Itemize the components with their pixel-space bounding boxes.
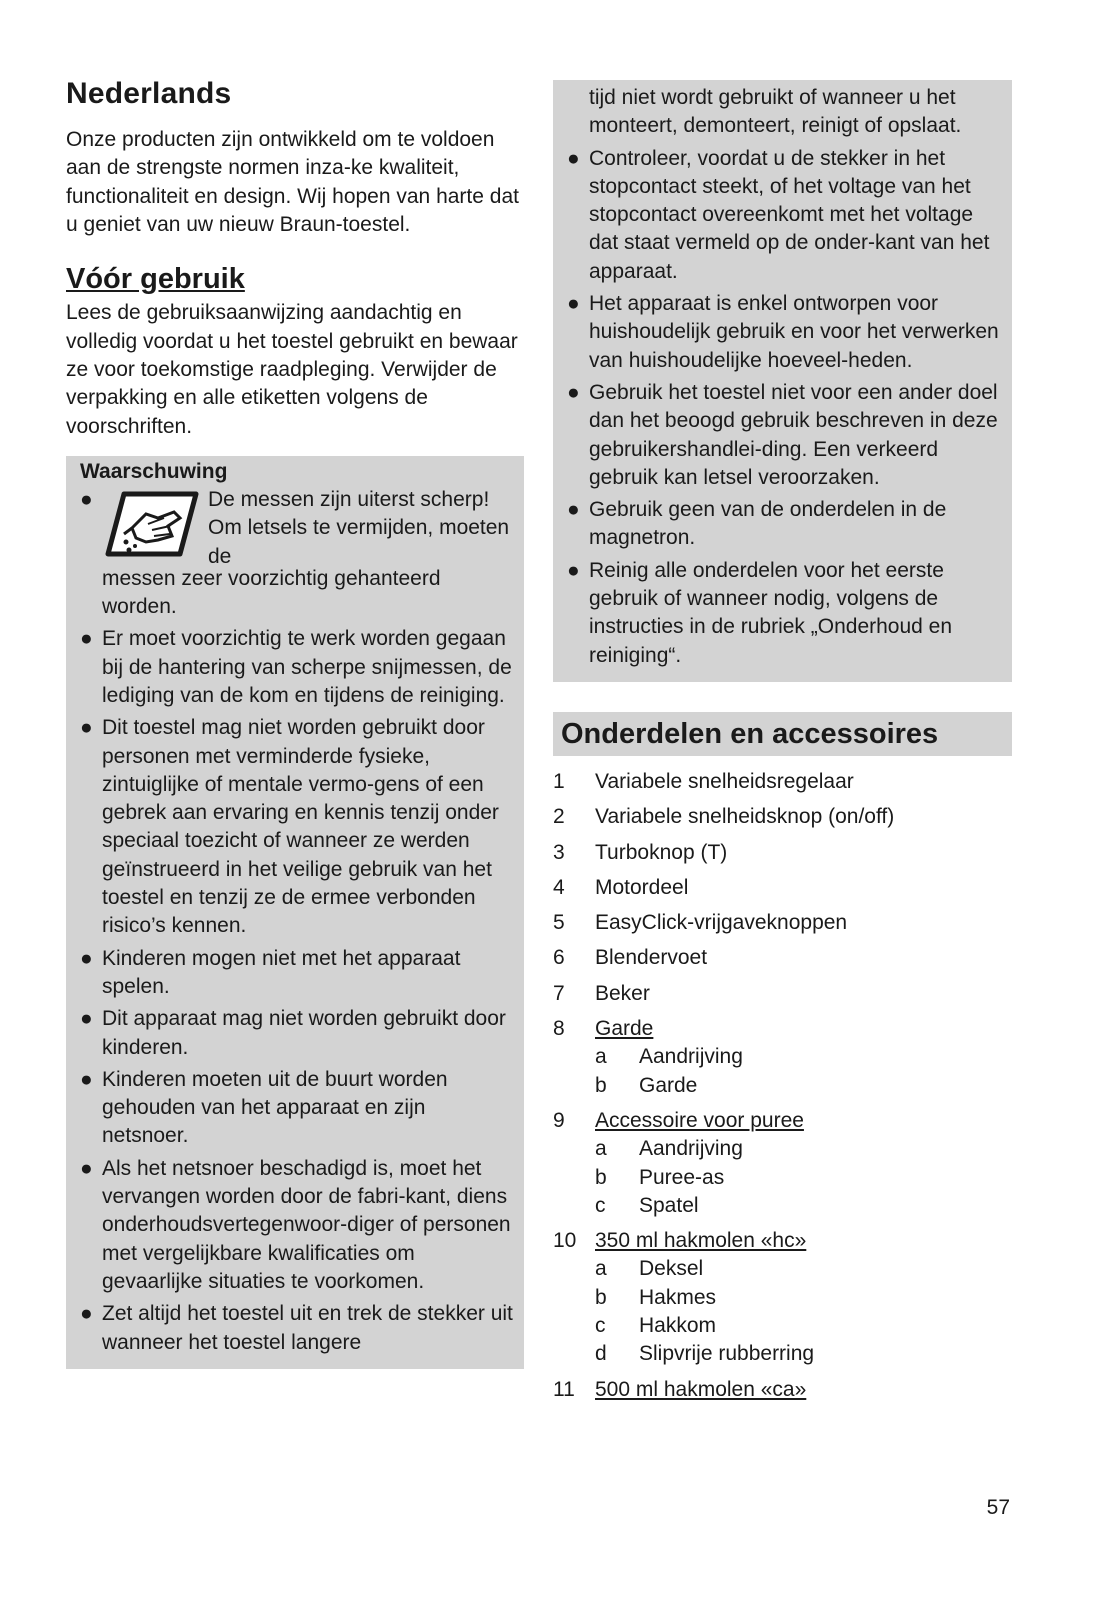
bullet: ●	[80, 716, 93, 740]
warning-box	[66, 456, 524, 1369]
parts-heading-bar	[553, 712, 1012, 756]
warning-item	[80, 1155, 514, 1296]
part-group	[553, 1107, 1012, 1220]
bullet: ●	[80, 1156, 93, 1180]
subpart-label: Hakkom	[639, 1313, 717, 1337]
warning-item	[80, 945, 514, 1002]
part-item	[553, 839, 1012, 867]
warning-item-blades-text-rest: messen zeer voorzichtig gehanteerd worden.	[102, 566, 441, 619]
warning-item-text: Gebruik het toestel niet voor een ander doel dan het beoogd gebruik beschreven in deze gebruikershandlei-ding. Een verkeerd gebruik kan letsel veroorzaken.	[589, 380, 998, 489]
warning-item-text: Dit toestel mag niet worden gebruikt door personen met verminderde fysieke, zintuiglijke of mentale vermo-gens of een gebrek aan ervaring en kennis tenzij onder speciaal toezicht of wanneer ze werden geïnstrueerd in het veilige gebruik van het toestel en tenzij ze de ermee verbonden risico’s kennen.	[102, 716, 499, 938]
subpart-label: Slipvrije rubberring	[639, 1342, 815, 1366]
part-label: Variabele snelheidsknop (on/off)	[595, 805, 895, 829]
bullet: ●	[80, 627, 93, 651]
part-item	[553, 768, 1012, 796]
warning-item-blades-text: De messen zijn uiterst scherp! Om letsels te vermijden, moeten de	[208, 487, 510, 568]
warning-item	[567, 496, 1002, 553]
part-item	[553, 944, 1012, 972]
bullet: ●	[567, 292, 580, 316]
part-label: Variabele snelheidsregelaar	[595, 769, 854, 793]
part-label: Blendervoet	[595, 946, 708, 970]
part-number: 6	[553, 946, 565, 970]
part-label: Garde	[595, 1017, 654, 1041]
before-use-heading: Vóór gebruik	[66, 263, 245, 296]
subpart-item	[553, 1284, 1012, 1312]
warning-item-text: Als het netsnoer beschadigd is, moet het vervangen worden door de fabri-kant, diens onderhoudsvertegenwoor-diger of personen met vergelijkbare kwalificaties om gevaarlijke situaties te voorkomen.	[102, 1156, 511, 1293]
warning-item-text: Controleer, voordat u de stekker in het stopcontact steekt, of het voltage van het stopcontact overeenkomt met het voltage dat staat vermeld op de onder-kant van het apparaat.	[589, 146, 990, 283]
bullet: ●	[80, 1067, 93, 1091]
subpart-letter: a	[595, 1045, 607, 1069]
subpart-letter: b	[595, 1165, 607, 1189]
warning-item-text: Kinderen moeten uit de buurt worden gehouden van het apparaat en zijn netsnoer.	[102, 1067, 448, 1148]
warning-list-continued	[567, 145, 1002, 670]
warning-item	[80, 1005, 514, 1062]
part-number: 9	[553, 1108, 565, 1132]
subpart-letter: a	[595, 1137, 607, 1161]
warning-item-text: Reinig alle onderdelen voor het eerste gebruik of wanneer nodig, volgens de instructies in de rubriek „Onderhoud en reiniging“.	[589, 558, 953, 667]
subpart-item	[553, 1192, 1012, 1220]
bullet: ●	[567, 380, 580, 404]
subpart-label: Spatel	[639, 1193, 699, 1217]
part-item	[553, 980, 1012, 1008]
warning-item-text: Kinderen mogen niet met het apparaat spelen.	[102, 946, 461, 998]
bullet: ●	[567, 498, 580, 522]
part-number: 4	[553, 875, 565, 899]
warning-item	[567, 379, 1002, 492]
part-number: 7	[553, 981, 565, 1005]
part-number: 10	[553, 1229, 577, 1253]
warning-item	[80, 1066, 514, 1151]
parts-heading: Onderdelen en accessoires	[561, 717, 939, 750]
part-number: 11	[553, 1377, 575, 1401]
subpart-item	[553, 1312, 1012, 1340]
part-number: 2	[553, 805, 565, 829]
subpart-label: Garde	[639, 1073, 698, 1097]
bullet: ●	[80, 1302, 93, 1326]
right-column	[553, 80, 1012, 1411]
part-item	[553, 1015, 1012, 1043]
warning-item-blades	[80, 486, 514, 621]
warning-item	[567, 557, 1002, 670]
subpart-item	[553, 1164, 1012, 1192]
part-group	[553, 1015, 1012, 1100]
part-label: Turboknop (T)	[595, 840, 728, 864]
subpart-label: Aandrijving	[639, 1045, 743, 1069]
part-item	[553, 1376, 1012, 1404]
subpart-letter: c	[595, 1193, 606, 1217]
part-number: 5	[553, 911, 565, 935]
subpart-item	[553, 1135, 1012, 1163]
sharp-blade-warning-icon	[102, 488, 202, 570]
subpart-label: Deksel	[639, 1257, 704, 1281]
part-number: 1	[553, 769, 565, 793]
warning-continuation: tijd niet wordt gebruikt of wanneer u het monteert, demonteert, reinigt of opslaat.	[589, 86, 962, 138]
warning-item-text: Het apparaat is enkel ontworpen voor huishoudelijk gebruik en voor het verwerken van huishoudelijke hoeveel-heden.	[589, 292, 999, 372]
bullet: ●	[567, 146, 580, 170]
part-label: Motordeel	[595, 875, 689, 899]
part-label: 500 ml hakmolen «ca»	[595, 1377, 807, 1401]
part-number: 3	[553, 840, 565, 864]
part-number: 8	[553, 1017, 565, 1041]
warning-item-text: Er moet voorzichtig te werk worden gegaan bij de hantering van scherpe snijmessen, de lediging van de kom en tijdens de reiniging.	[102, 627, 512, 707]
language-heading: Nederlands	[66, 77, 232, 110]
subpart-label: Hakmes	[639, 1285, 717, 1309]
warning-box-continued	[553, 80, 1012, 682]
warning-item-text: Dit apparaat mag niet worden gebruikt door kinderen.	[102, 1007, 506, 1059]
bullet: ●	[80, 487, 93, 511]
before-use-paragraph: Lees de gebruiksaanwijzing aandachtig en volledig voordat u het toestel gebruikt en bewaar ze voor toekomstige raadpleging. Verwijder de verpakking en alle etiketten volgens de voorschriften.	[66, 301, 518, 438]
bullet: ●	[567, 558, 580, 582]
subpart-item	[553, 1255, 1012, 1283]
part-item	[553, 1107, 1012, 1135]
subpart-label: Aandrijving	[639, 1137, 743, 1161]
warning-item-text: Gebruik geen van de onderdelen in de magnetron.	[589, 498, 947, 550]
warning-title: Waarschuwing	[80, 459, 228, 483]
subpart-letter: b	[595, 1073, 607, 1097]
part-label: EasyClick-vrijgaveknoppen	[595, 911, 848, 935]
part-item	[553, 803, 1012, 831]
warning-item-text: Zet altijd het toestel uit en trek de stekker uit wanneer het toestel langere	[102, 1302, 513, 1354]
parts-list	[553, 768, 1012, 1404]
part-item	[553, 874, 1012, 902]
part-item	[553, 909, 1012, 937]
subpart-letter: a	[595, 1257, 607, 1281]
subpart-item	[553, 1340, 1012, 1368]
warning-item	[567, 290, 1002, 375]
part-label: 350 ml hakmolen «hc»	[595, 1229, 807, 1253]
left-column	[66, 76, 524, 1369]
part-group	[553, 1227, 1012, 1368]
part-label: Accessoire voor puree	[595, 1108, 804, 1132]
warning-item	[80, 1300, 514, 1357]
part-item	[553, 1227, 1012, 1255]
subpart-item	[553, 1072, 1012, 1100]
subpart-letter: c	[595, 1313, 606, 1337]
subpart-label: Puree-as	[639, 1165, 725, 1189]
part-label: Beker	[595, 981, 650, 1005]
subpart-letter: b	[595, 1285, 607, 1309]
warning-item	[80, 714, 514, 940]
warning-list	[80, 486, 514, 1357]
warning-item	[80, 625, 514, 710]
intro-paragraph: Onze producten zijn ontwikkeld om te voldoen aan de strengste normen inza-ke kwaliteit, functionaliteit en design. Wij hopen van harte dat u geniet van uw nieuw Braun-toestel.	[66, 128, 519, 236]
bullet: ●	[80, 1007, 93, 1031]
warning-item	[567, 145, 1002, 286]
subpart-item	[553, 1043, 1012, 1071]
subpart-letter: d	[595, 1342, 607, 1366]
page-number: 57	[986, 1496, 1010, 1519]
bullet: ●	[80, 946, 93, 970]
